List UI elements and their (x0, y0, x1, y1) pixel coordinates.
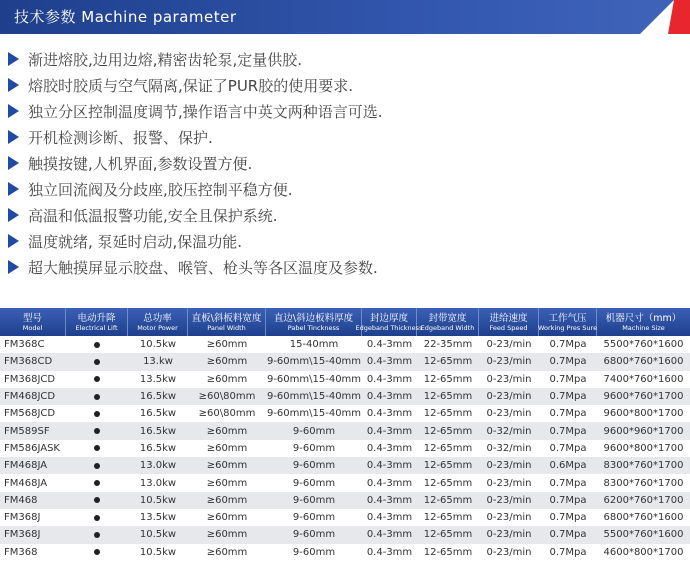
table-cell: 0.7Mpa (549, 546, 587, 558)
feature-item (8, 46, 688, 72)
column-header (0, 308, 66, 336)
triangle-bullet-icon (8, 234, 19, 248)
table-cell: 9-60mm (292, 425, 336, 437)
table-row (0, 422, 690, 439)
table-cell: 0.7Mpa (549, 512, 587, 524)
table-cell: 13.0kw (139, 477, 177, 489)
section-header (0, 0, 690, 34)
table-cell: FM468JA (4, 477, 48, 489)
table-cell: 16.5kw (139, 425, 177, 437)
table-cell: 6200*760*1700 (603, 494, 684, 506)
filled-dot-icon (94, 359, 100, 365)
table-cell: 0.4-3mm (366, 356, 413, 368)
filled-dot-icon (94, 411, 100, 417)
column-header-cn: 机器尺寸（mm） (605, 312, 682, 324)
column-header-cn: 进给速度 (489, 312, 528, 324)
table-cell: 13.5kw (139, 512, 177, 524)
table-cell: ≥60mm (206, 546, 248, 558)
table-cell: FM586JASK (4, 442, 60, 454)
table-cell: FM368JCD (4, 373, 56, 385)
column-header-en: Pabel Tinckness (287, 323, 340, 332)
table-cell: 15-40mm (289, 339, 339, 351)
table-cell: 9600*800*1700 (603, 442, 684, 454)
table-cell: FM368 (4, 546, 38, 558)
feature-text: 温度就绪, 泵延时启动,保温功能. (28, 232, 243, 251)
table-cell: FM589SF (4, 425, 50, 437)
table-cell: 12-65mm (423, 494, 473, 506)
table-cell: 0.4-3mm (366, 512, 413, 524)
table-cell: 12-65mm (423, 442, 473, 454)
column-header-cn: 封边厚度 (369, 312, 408, 324)
column-header-cn: 总功率 (143, 312, 172, 324)
table-cell: 12-65mm (423, 425, 473, 437)
table-cell: 0.4-3mm (366, 391, 413, 403)
feature-text: 渐进熔胶,边用边熔,精密齿轮泵,定量供胶. (28, 50, 303, 69)
table-row (0, 336, 690, 353)
lift-cell (66, 526, 128, 543)
table-cell: 8300*760*1700 (603, 460, 684, 472)
table-cell: 16.5kw (139, 391, 177, 403)
table-cell: 0.7Mpa (549, 425, 587, 437)
triangle-bullet-icon (8, 156, 19, 170)
table-cell: 0-23/min (486, 512, 532, 524)
table-cell: 13.0kw (139, 460, 177, 472)
table-cell: 9600*960*1700 (603, 425, 684, 437)
column-header (597, 308, 690, 336)
table-cell: 0-32/min (486, 442, 532, 454)
table-cell: FM368C (4, 339, 45, 351)
lift-cell (66, 388, 128, 405)
section-title: 技术参数 Machine parameter (14, 8, 237, 26)
table-row (0, 544, 690, 561)
filled-dot-icon (94, 342, 100, 348)
column-header-en: Model (22, 323, 43, 332)
table-cell: 10.5kw (139, 339, 177, 351)
table-cell: 0.7Mpa (549, 442, 587, 454)
triangle-bullet-icon (8, 182, 19, 196)
table-cell: 8300*760*1700 (603, 477, 684, 489)
table-cell: 12-65mm (423, 408, 473, 420)
column-header (355, 308, 423, 336)
column-header-en: Working Pres Sure (537, 323, 598, 332)
feature-item (8, 72, 688, 98)
column-header-en: Feed Speed (489, 323, 528, 332)
parameter-table (0, 308, 690, 561)
table-row (0, 492, 690, 509)
table-cell: 0-23/min (486, 460, 532, 472)
table-cell: 0.7Mpa (549, 356, 587, 368)
table-row (0, 474, 690, 491)
table-cell: 0.4-3mm (366, 477, 413, 489)
table-cell: 5500*760*1600 (603, 339, 684, 351)
table-cell: 9-60mm\15-40mm (266, 391, 362, 403)
table-cell: 0.7Mpa (549, 477, 587, 489)
table-row (0, 457, 690, 474)
table-cell: ≥60\80mm (198, 391, 256, 403)
column-header-cn: 直边\斜边板料厚度 (273, 312, 354, 324)
table-cell: 16.5kw (139, 408, 177, 420)
table-cell: FM368CD (4, 356, 53, 368)
column-header (539, 308, 597, 336)
table-cell: 0.7Mpa (549, 529, 587, 541)
feature-text: 开机检测诊断、报警、保护. (28, 128, 213, 147)
filled-dot-icon (94, 549, 100, 555)
filled-dot-icon (94, 497, 100, 503)
table-cell: 0.4-3mm (366, 408, 413, 420)
table-row (0, 526, 690, 543)
lift-cell (66, 440, 128, 457)
filled-dot-icon (94, 515, 100, 521)
column-header-cn: 直板\斜板料宽度 (191, 312, 262, 324)
table-cell: ≥60mm (206, 356, 248, 368)
table-cell: 9-60mm (292, 442, 336, 454)
table-cell: 9-60mm\15-40mm (266, 356, 362, 368)
table-row (0, 353, 690, 370)
column-header-cn: 电动升降 (77, 312, 116, 324)
table-cell: ≥60mm (206, 425, 248, 437)
lift-cell (66, 405, 128, 422)
table-cell: FM468 (4, 494, 38, 506)
table-cell: 9-60mm (292, 477, 336, 489)
table-cell: 9-60mm (292, 494, 336, 506)
table-cell: 0-23/min (486, 529, 532, 541)
table-cell: 9-60mm\15-40mm (266, 373, 362, 385)
table-cell: 9-60mm (292, 546, 336, 558)
table-cell: 0.4-3mm (366, 442, 413, 454)
triangle-bullet-icon (8, 104, 19, 118)
feature-text: 超大触摸屏显示胶盘、喉管、枪头等各区温度及参数. (28, 258, 378, 277)
triangle-bullet-icon (8, 78, 19, 92)
table-cell: 0-23/min (486, 391, 532, 403)
column-header (479, 308, 539, 336)
feature-text: 触摸按键,人机界面,参数设置方便. (28, 154, 253, 173)
table-header (0, 308, 690, 336)
table-cell: 0.4-3mm (366, 373, 413, 385)
table-cell: 12-65mm (423, 529, 473, 541)
table-cell: ≥60mm (206, 339, 248, 351)
table-cell: 7400*760*1600 (603, 373, 684, 385)
table-cell: 0-23/min (486, 356, 532, 368)
table-cell: 10.5kw (139, 546, 177, 558)
table-cell: 0.7Mpa (549, 494, 587, 506)
table-cell: 12-65mm (423, 512, 473, 524)
lift-cell (66, 336, 128, 353)
table-cell: 9600*800*1700 (603, 408, 684, 420)
feature-item (8, 254, 688, 280)
feature-item (8, 98, 688, 124)
table-row (0, 371, 690, 388)
feature-item (8, 150, 688, 176)
table-cell: 12-65mm (423, 546, 473, 558)
table-cell: 0.7Mpa (549, 408, 587, 420)
table-cell: 0.4-3mm (366, 425, 413, 437)
table-cell: ≥60mm (206, 494, 248, 506)
table-cell: 10.5kw (139, 494, 177, 506)
feature-text: 高温和低温报警功能,安全且保护系统. (28, 206, 278, 225)
table-row (0, 388, 690, 405)
table-cell: 10.5kw (139, 529, 177, 541)
table-body (0, 336, 690, 561)
table-cell: 6800*760*1600 (603, 356, 684, 368)
table-cell: 9600*760*1700 (603, 391, 684, 403)
feature-item (8, 202, 688, 228)
column-header-en: Edgeband Width (420, 323, 475, 332)
triangle-bullet-icon (8, 52, 19, 66)
table-cell: FM368J (4, 512, 41, 524)
filled-dot-icon (94, 376, 100, 382)
table-cell: ≥60mm (206, 373, 248, 385)
column-header-cn: 封带宽度 (428, 312, 467, 324)
column-header (188, 308, 266, 336)
feature-text: 熔胶时胶质与空气隔离,保证了PUR胶的使用要求. (28, 76, 353, 95)
column-header (266, 308, 362, 336)
column-header (417, 308, 479, 336)
column-header (66, 308, 128, 336)
filled-dot-icon (94, 463, 100, 469)
table-cell: ≥60\80mm (198, 408, 256, 420)
filled-dot-icon (94, 532, 100, 538)
table-cell: 12-65mm (423, 460, 473, 472)
triangle-bullet-icon (8, 260, 19, 274)
table-cell: 6800*760*1600 (603, 512, 684, 524)
lift-cell (66, 509, 128, 526)
table-cell: 0-32/min (486, 425, 532, 437)
table-cell: 0.6Mpa (549, 460, 587, 472)
table-cell: 0-23/min (486, 408, 532, 420)
table-cell: 12-65mm (423, 477, 473, 489)
table-cell: 16.5kw (139, 442, 177, 454)
column-header-en: Electrical Lift (75, 323, 118, 332)
feature-item (8, 176, 688, 202)
feature-text: 独立分区控制温度调节,操作语言中英文两种语言可选. (28, 102, 383, 121)
table-cell: 9-60mm (292, 512, 336, 524)
table-cell: 13.5kw (139, 373, 177, 385)
table-cell: ≥60mm (206, 512, 248, 524)
table-cell: 0.4-3mm (366, 339, 413, 351)
column-header-cn: 工作气压 (548, 312, 587, 324)
table-cell: FM468JCD (4, 391, 56, 403)
lift-cell (66, 353, 128, 370)
table-cell: 0.4-3mm (366, 494, 413, 506)
table-cell: 12-65mm (423, 391, 473, 403)
table-cell: 4600*800*1700 (603, 546, 684, 558)
table-cell: 0.7Mpa (549, 391, 587, 403)
table-cell: 12-65mm (423, 356, 473, 368)
table-cell: 0.4-3mm (366, 529, 413, 541)
table-cell: 0-23/min (486, 339, 532, 351)
table-row (0, 405, 690, 422)
lift-cell (66, 492, 128, 509)
triangle-bullet-icon (8, 130, 19, 144)
column-header-en: Panel Width (207, 323, 246, 332)
table-cell: ≥60mm (206, 460, 248, 472)
table-cell: 9-60mm (292, 460, 336, 472)
lift-cell (66, 544, 128, 561)
table-cell: FM468JA (4, 460, 48, 472)
table-cell: 0-23/min (486, 546, 532, 558)
table-row (0, 440, 690, 457)
column-header-cn: 型号 (22, 312, 42, 324)
table-cell: 12-65mm (423, 373, 473, 385)
table-cell: 13.kw (143, 356, 173, 368)
filled-dot-icon (94, 428, 100, 434)
feature-item (8, 228, 688, 254)
column-header-en: Motor Power (137, 323, 178, 332)
table-cell: 0.7Mpa (549, 373, 587, 385)
feature-text: 独立回流阀及分歧座,胶压控制平稳方便. (28, 180, 293, 199)
table-cell: 0-23/min (486, 477, 532, 489)
filled-dot-icon (94, 480, 100, 486)
lift-cell (66, 422, 128, 439)
table-cell: 0.4-3mm (366, 546, 413, 558)
table-cell: ≥60mm (206, 529, 248, 541)
table-row (0, 509, 690, 526)
lift-cell (66, 457, 128, 474)
feature-list (8, 46, 688, 280)
filled-dot-icon (94, 394, 100, 400)
table-cell: 22-35mm (423, 339, 473, 351)
table-cell: FM568JCD (4, 408, 56, 420)
table-cell: 0.4-3mm (366, 460, 413, 472)
lift-cell (66, 371, 128, 388)
column-header-en: Edgeband Thickness (355, 323, 423, 332)
column-header (128, 308, 188, 336)
table-cell: 9-60mm (292, 529, 336, 541)
table-cell: 5500*760*1600 (603, 529, 684, 541)
table-cell: 0-23/min (486, 373, 532, 385)
filled-dot-icon (94, 445, 100, 451)
column-header-en: Machine Size (622, 323, 665, 332)
table-cell: ≥60mm (206, 477, 248, 489)
triangle-bullet-icon (8, 208, 19, 222)
feature-item (8, 124, 688, 150)
lift-cell (66, 474, 128, 491)
table-cell: 9-60mm\15-40mm (266, 408, 362, 420)
table-cell: 0-23/min (486, 494, 532, 506)
table-cell: 0.7Mpa (549, 339, 587, 351)
table-cell: FM368J (4, 529, 41, 541)
table-cell: ≥60mm (206, 442, 248, 454)
